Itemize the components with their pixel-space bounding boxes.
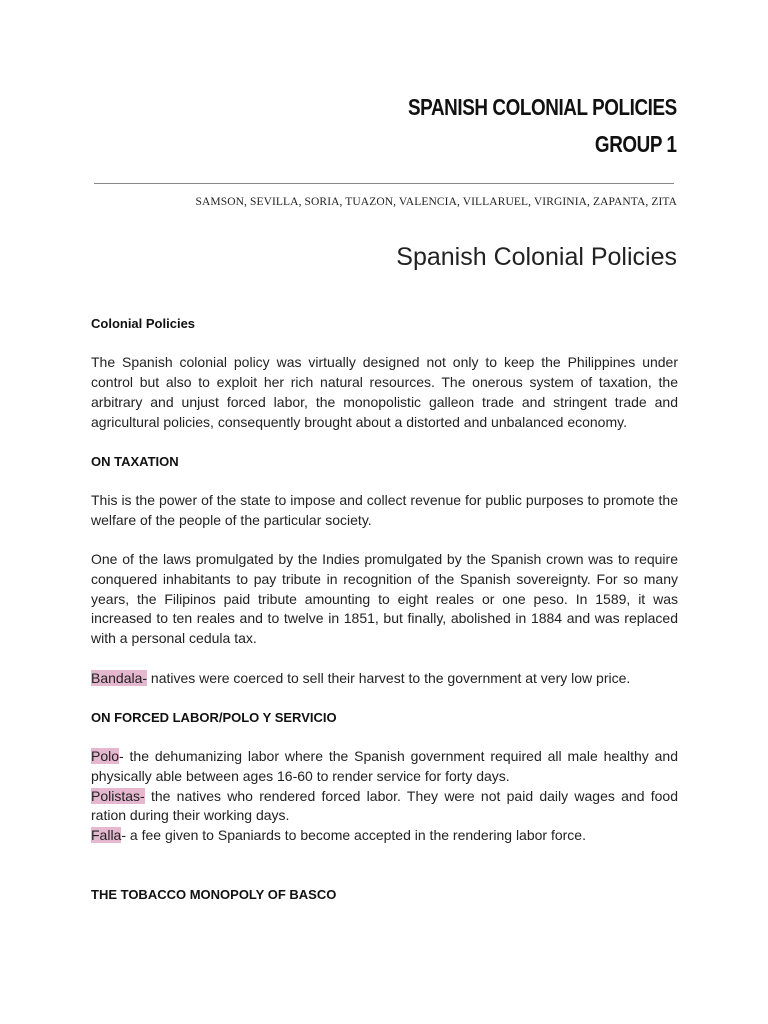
header-divider bbox=[94, 183, 674, 184]
paragraph-colonial-policies: The Spanish colonial policy was virtually designed not only to keep the Philippines under control but also to exploit her rich natural resources. The onerous system of taxation, the arbitrary and unjust forced labor, the monopolistic galleon trade and stringent trade and agricultural policies, consequently brought about a distorted and unbalanced economy. bbox=[91, 354, 678, 430]
section-heading-taxation: ON TAXATION bbox=[91, 453, 179, 469]
author-list: SAMSON, SEVILLA, SORIA, TUAZON, VALENCIA, VILLARUEL, VIRGINIA, ZAPANTA, ZITA bbox=[195, 196, 677, 208]
highlighted-term-bandala: Bandala- bbox=[91, 669, 148, 686]
paragraph-taxation-definition: This is the power of the state to impose and collect revenue for public purposes to promote the welfare of the people of the particular society. bbox=[91, 492, 678, 528]
section-heading-forced-labor: ON FORCED LABOR/POLO Y SERVICIO bbox=[91, 709, 337, 725]
highlighted-term-falla: Falla bbox=[91, 827, 122, 844]
document-body bbox=[91, 314, 678, 905]
section-heading-colonial-policies: Colonial Policies bbox=[91, 316, 196, 331]
header-group: GROUP 1 bbox=[595, 131, 677, 157]
section-heading-tobacco-monopoly: THE TOBACCO MONOPOLY OF BASCO bbox=[91, 887, 337, 903]
definition-bandala bbox=[91, 669, 678, 689]
definition-text-bandala: natives were coerced to sell their harvest to the government at very low price. bbox=[147, 669, 631, 686]
definition-polistas bbox=[91, 787, 678, 826]
definition-falla bbox=[91, 826, 678, 846]
definition-text-polo: - the dehumanizing labor where the Spanish government required all male healthy and physically able between ages 16-60 to render service for forty days. bbox=[91, 748, 678, 785]
definition-polo bbox=[91, 747, 678, 786]
header-title: SPANISH COLONIAL POLICIES bbox=[408, 94, 677, 120]
highlighted-term-polo: Polo bbox=[91, 748, 120, 765]
definition-text-falla: - a fee given to Spaniards to become accepted in the rendering labor force. bbox=[121, 827, 586, 844]
definition-text-polistas: the natives who rendered forced labor. They were not paid daily wages and food ration during their working days. bbox=[91, 787, 678, 824]
highlighted-term-polistas: Polistas- bbox=[91, 787, 145, 804]
paragraph-taxation-tribute: One of the laws promulgated by the Indies promulgated by the Spanish crown was to require conquered inhabitants to pay tribute in recognition of the Spanish sovereignty. For so many years, the Filipinos paid tribute amounting to eight reales or one peso. In 1589, it was increased to ten reales and to twelve in 1851, but finally, abolished in 1884 and was replaced with a personal cedula tax. bbox=[91, 551, 678, 647]
document-title: Spanish Colonial Policies bbox=[396, 243, 677, 271]
